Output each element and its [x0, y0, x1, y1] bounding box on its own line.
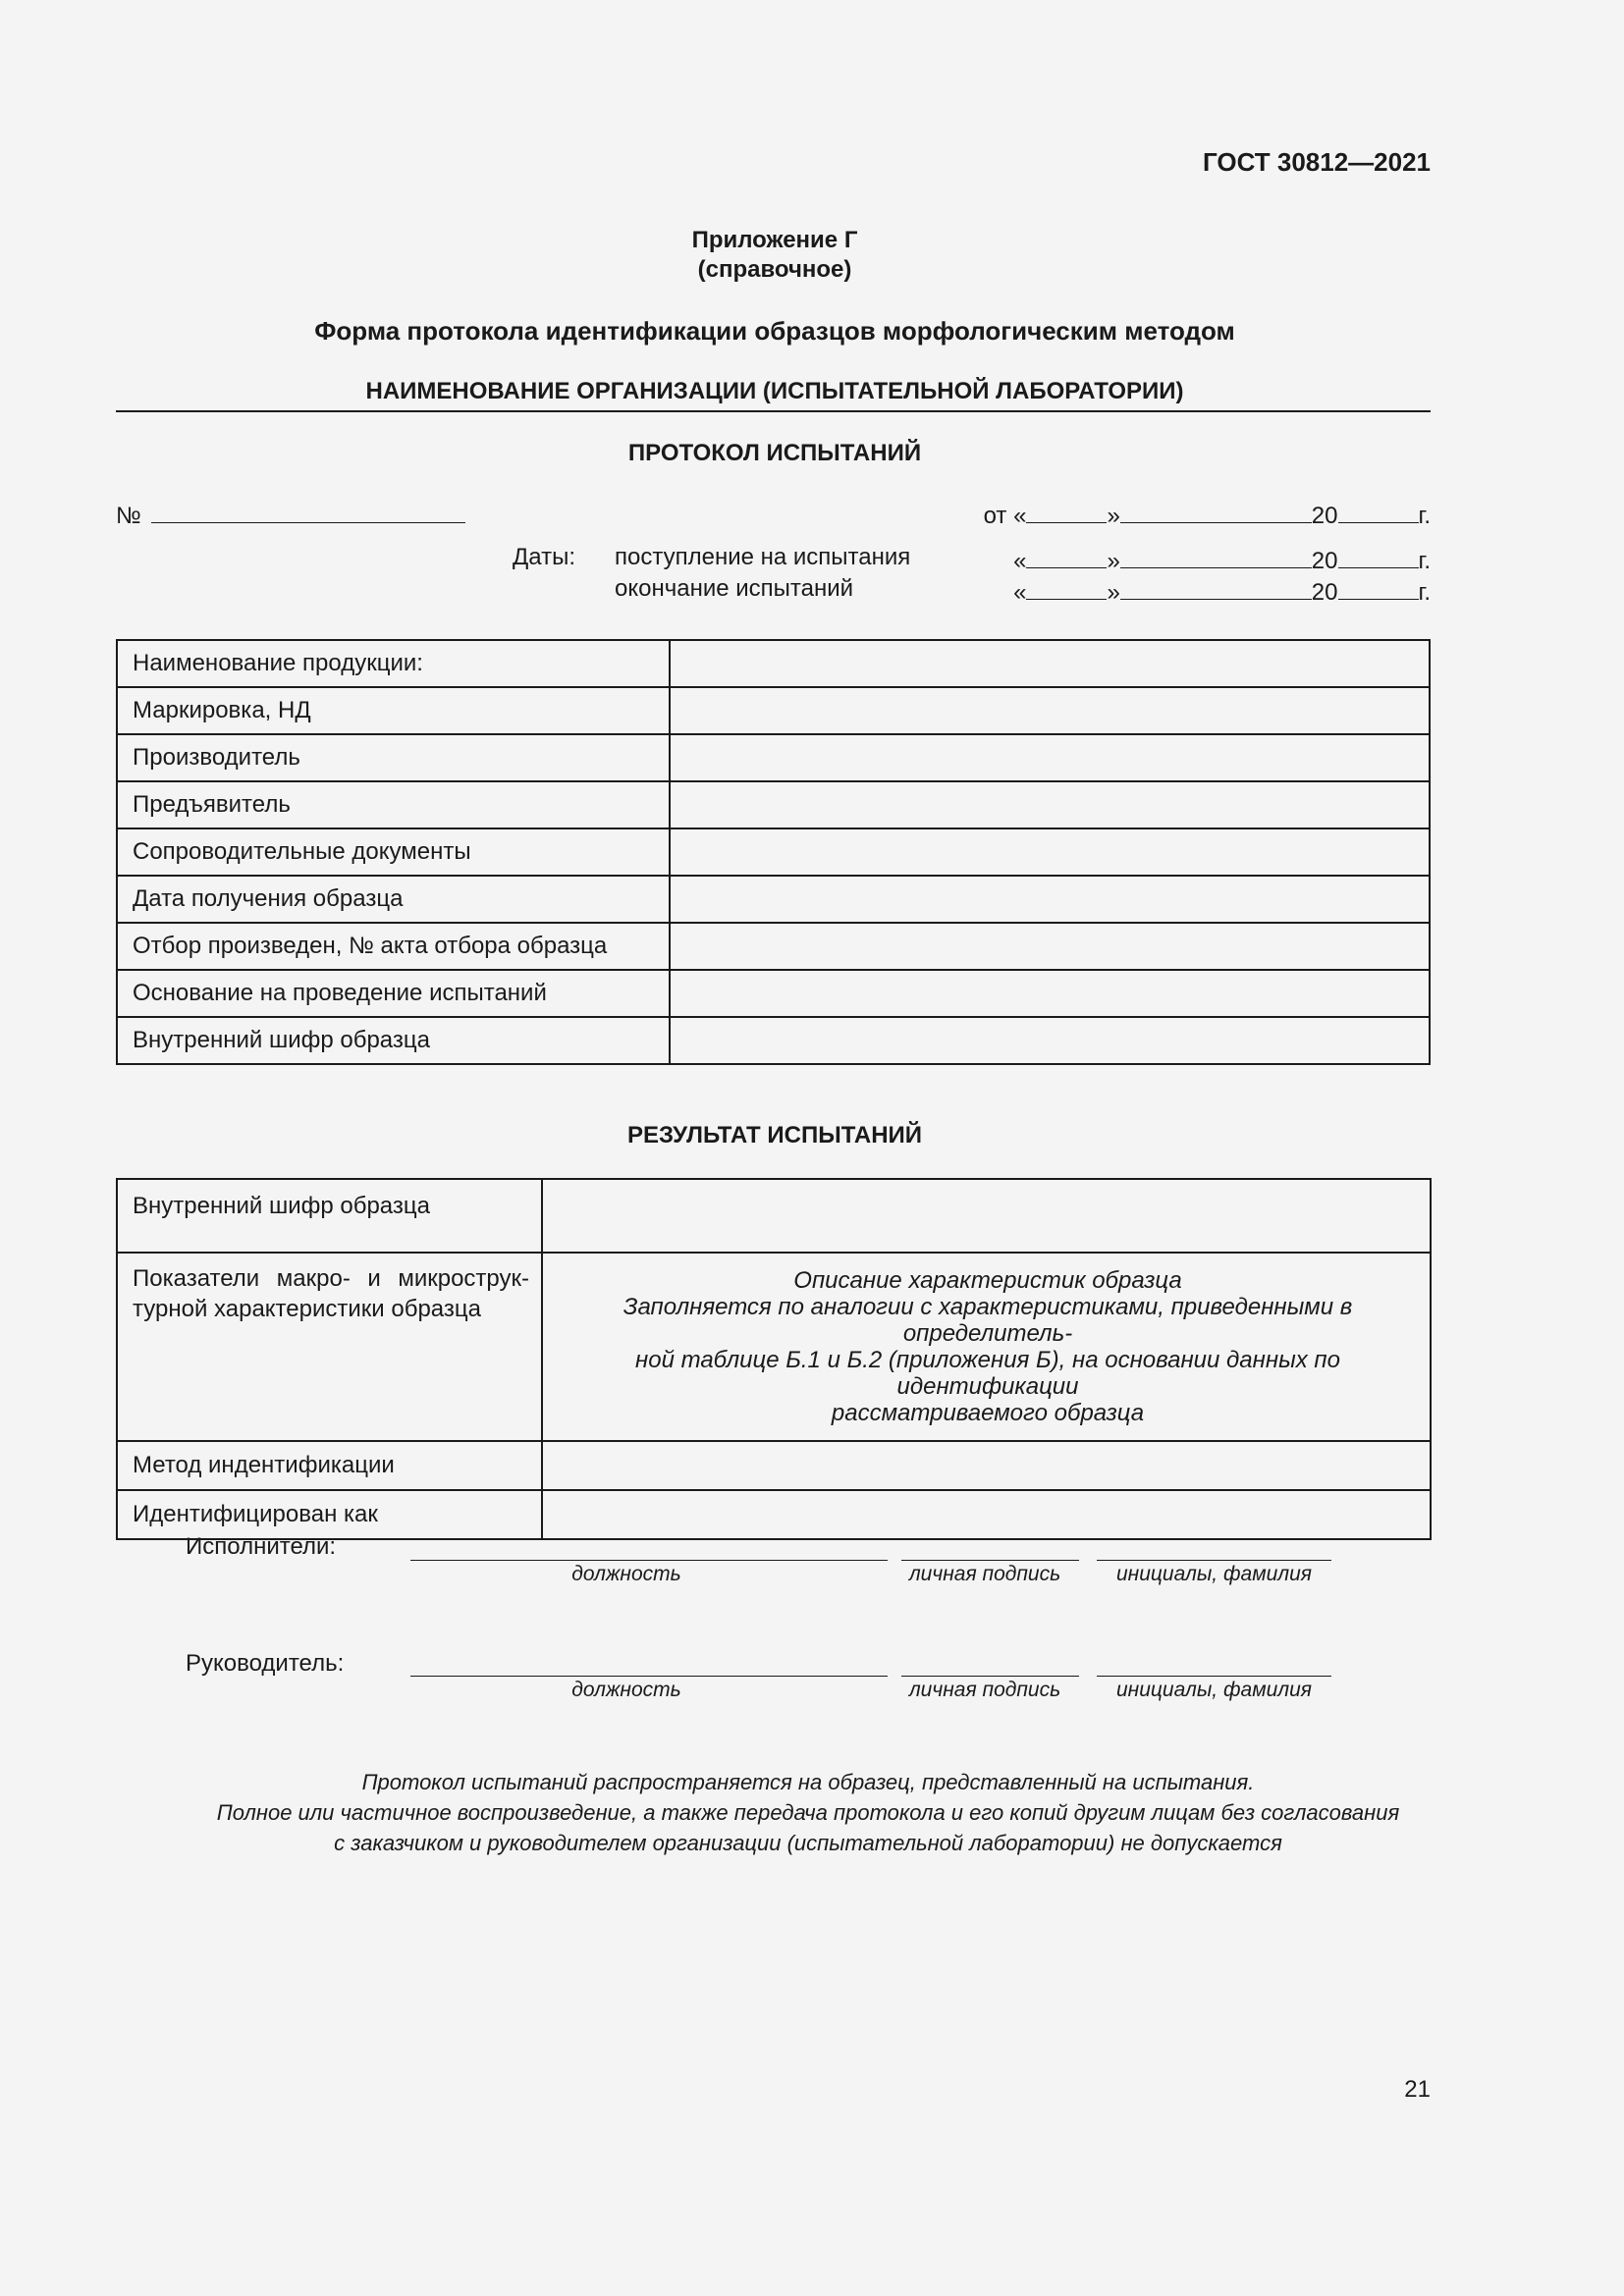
row-label: [117, 1253, 542, 1441]
table-row: [117, 828, 1430, 876]
number-blank[interactable]: [151, 499, 465, 523]
from-label: от «: [983, 503, 1027, 529]
year-prefix: 20: [1311, 548, 1338, 574]
table-row: [117, 640, 1430, 687]
row-label: Отбор произведен, № акта отбора образца: [117, 923, 670, 970]
description-line: рассматриваемого образца: [831, 1400, 1145, 1426]
day-blank[interactable]: [1026, 544, 1107, 568]
document-code: ГОСТ 30812—2021: [1203, 147, 1431, 177]
month-blank[interactable]: [1120, 575, 1312, 600]
position-caption: должность: [571, 1563, 681, 1585]
row-label-line: Показатели макро- и микрострук-: [133, 1265, 529, 1292]
row-label: Основание на проведение испытаний: [117, 970, 670, 1017]
sample-info-table: [116, 639, 1431, 1065]
executor-position-line[interactable]: [410, 1560, 888, 1561]
row-label: Маркировка, НД: [117, 687, 670, 734]
table-row: [117, 1253, 1431, 1441]
row-value[interactable]: [670, 828, 1430, 876]
signature-caption: личная подпись: [908, 1679, 1061, 1701]
footnote: [0, 1767, 1624, 1858]
year-prefix: 20: [1311, 579, 1338, 606]
row-value[interactable]: [670, 734, 1430, 781]
description-line: Заполняется по аналогии с характеристиками, приведенными в определитель-: [623, 1294, 1353, 1347]
appendix-title: Приложение Г: [691, 227, 858, 253]
row-label: Внутренний шифр образца: [117, 1017, 670, 1064]
day-blank[interactable]: [1026, 575, 1107, 600]
organization-underline: [116, 410, 1431, 412]
month-blank[interactable]: [1120, 499, 1312, 523]
quote-open: «: [1013, 548, 1027, 574]
finished-date: [1013, 575, 1431, 607]
characteristics-description[interactable]: [542, 1253, 1431, 1441]
dates-label: Даты:: [513, 544, 575, 570]
table-row: [117, 1490, 1431, 1539]
description-line: ной таблице Б.1 и Б.2 (приложения Б), на основании данных по идентификации: [635, 1347, 1340, 1400]
table-row: [117, 734, 1430, 781]
protocol-date: [984, 499, 1431, 530]
head-name-line[interactable]: [1097, 1676, 1331, 1677]
protocol-number: [116, 499, 465, 530]
results-title: РЕЗУЛЬТАТ ИСПЫТАНИЙ: [626, 1122, 923, 1148]
row-label: Метод индентификации: [117, 1441, 542, 1490]
day-blank[interactable]: [1026, 499, 1107, 523]
row-value[interactable]: [670, 687, 1430, 734]
table-row: [117, 781, 1430, 828]
quote-close: »: [1107, 503, 1120, 529]
year-suffix: г.: [1418, 503, 1431, 529]
finished-label: окончание испытаний: [615, 575, 854, 602]
row-label: Сопроводительные документы: [117, 828, 670, 876]
name-caption: инициалы, фамилия: [1115, 1563, 1313, 1585]
appendix-heading: [0, 226, 1549, 285]
quote-close: »: [1107, 579, 1120, 606]
head-position-line[interactable]: [410, 1676, 888, 1677]
row-value[interactable]: [542, 1179, 1431, 1253]
quote-open: «: [1013, 579, 1027, 606]
year-suffix: г.: [1418, 548, 1431, 574]
row-value[interactable]: [670, 876, 1430, 923]
page-number: 21: [1404, 2076, 1431, 2103]
signature-caption: личная подпись: [908, 1563, 1061, 1585]
row-value[interactable]: [542, 1490, 1431, 1539]
row-label: Внутренний шифр образца: [117, 1179, 542, 1253]
year-blank[interactable]: [1338, 544, 1419, 568]
head-label: Руководитель:: [186, 1650, 345, 1677]
executor-name-line[interactable]: [1097, 1560, 1331, 1561]
received-date: [1013, 544, 1431, 575]
number-label: №: [116, 503, 141, 529]
footnote-line: Полное или частичное воспроизведение, а также передача протокола и его копий другим лицам без согласования: [216, 1800, 1400, 1825]
description-heading: Описание характеристик образца: [793, 1267, 1182, 1294]
month-blank[interactable]: [1120, 544, 1312, 568]
row-label: Наименование продукции:: [117, 640, 670, 687]
organization-name: НАИМЕНОВАНИЕ ОРГАНИЗАЦИИ (ИСПЫТАТЕЛЬНОЙ ЛАБОРАТОРИИ): [365, 378, 1184, 404]
year-blank[interactable]: [1338, 575, 1419, 600]
row-value[interactable]: [542, 1441, 1431, 1490]
protocol-title: ПРОТОКОЛ ИСПЫТАНИЙ: [627, 440, 922, 466]
row-label: Производитель: [117, 734, 670, 781]
year-suffix: г.: [1418, 579, 1431, 606]
row-value[interactable]: [670, 1017, 1430, 1064]
year-prefix: 20: [1311, 503, 1338, 529]
executor-signature-line[interactable]: [901, 1560, 1079, 1561]
row-label: Идентифицирован как: [117, 1490, 542, 1539]
received-label: поступление на испытания: [615, 544, 911, 570]
row-label-line: турной характеристики образца: [133, 1296, 481, 1322]
executors-label: Исполнители:: [186, 1533, 337, 1560]
row-value[interactable]: [670, 923, 1430, 970]
table-row: [117, 876, 1430, 923]
row-label: Дата получения образца: [117, 876, 670, 923]
footnote-line: Протокол испытаний распространяется на образец, представленный на испытания.: [361, 1770, 1255, 1794]
table-row: [117, 923, 1430, 970]
head-signature-line[interactable]: [901, 1676, 1079, 1677]
row-label: Предъявитель: [117, 781, 670, 828]
appendix-subtitle: (справочное): [697, 256, 852, 283]
results-table: [116, 1178, 1432, 1540]
form-title: Форма протокола идентификации образцов морфологическим методом: [314, 316, 1235, 346]
table-row: [117, 1179, 1431, 1253]
year-blank[interactable]: [1338, 499, 1419, 523]
table-row: [117, 687, 1430, 734]
quote-close: »: [1107, 548, 1120, 574]
table-row: [117, 970, 1430, 1017]
row-value[interactable]: [670, 781, 1430, 828]
name-caption: инициалы, фамилия: [1115, 1679, 1313, 1701]
footnote-line: с заказчиком и руководителем организации (испытательной лаборатории) не допускается: [334, 1831, 1282, 1855]
table-row: [117, 1441, 1431, 1490]
table-row: [117, 1017, 1430, 1064]
position-caption: должность: [571, 1679, 681, 1701]
row-value[interactable]: [670, 970, 1430, 1017]
row-value[interactable]: [670, 640, 1430, 687]
